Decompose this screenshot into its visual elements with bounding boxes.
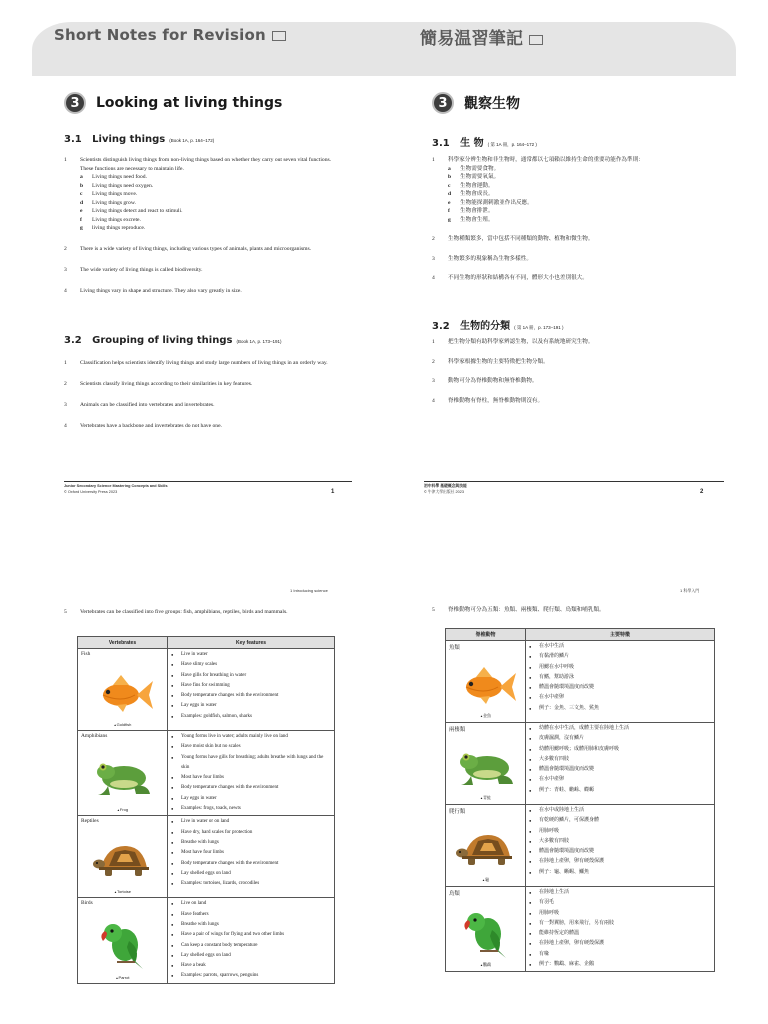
note-item	[432, 397, 722, 406]
feature-item: ● Young forms have gills for breathing; adults breathe with lungs and the skin	[171, 753, 331, 774]
page-number: 1	[331, 489, 335, 495]
sub-item	[448, 190, 722, 199]
features-list	[529, 888, 711, 970]
feature-item: ● 在陸地上生活	[529, 888, 711, 898]
sub-text: 生物會排泄。	[460, 208, 494, 214]
item-number: 1	[64, 157, 67, 163]
chapter-heading	[432, 92, 520, 114]
item-text: Living things vary in shape and structure. They also vary greatly in size.	[80, 288, 242, 294]
group-name: Birds	[81, 900, 93, 907]
item-number: 4	[432, 397, 435, 404]
sub-letter: f	[80, 216, 82, 223]
feature-item: ● Body temperature changes with the environment	[171, 859, 331, 869]
feature-item: ● 例子：青蛙、蟾蜍、蠑螈	[529, 786, 711, 796]
sub-letter: g	[448, 216, 451, 223]
group-name: Fish	[81, 651, 91, 657]
banner-title: Short Notes for Revision	[54, 26, 286, 44]
sub-text: 生物會成長。	[460, 191, 494, 197]
item-number: 2	[64, 381, 67, 387]
feature-item: ● 皮膚濕潤，沒有鱗片	[529, 734, 711, 744]
sub-item	[80, 216, 344, 225]
section-heading-3-1: 3.1 Living things (Book 1A, p. 164–172)	[64, 134, 215, 145]
note-item	[64, 156, 344, 233]
features-list	[171, 899, 331, 981]
feature-item: ● 例子：鸚鵡、麻雀、企鵝	[529, 960, 711, 970]
group-name: 魚類	[449, 645, 460, 651]
notes-list	[64, 156, 344, 308]
feature-item: ● Examples: tortoises, lizards, crocodiles	[171, 879, 331, 889]
sub-text: 生物需要食物。	[460, 165, 500, 172]
item-number: 1	[432, 339, 435, 345]
item-text: 科學家分辨生物和非生物時，通常都以七項賴以維持生命的重要功能作為準則：	[448, 157, 644, 163]
feature-item: ● Have slimy scales	[171, 660, 331, 670]
feature-item: ● Have gills for breathing in water	[171, 671, 331, 681]
feature-item: ● 有喙	[529, 950, 711, 960]
frog-image	[92, 756, 154, 798]
group-name: 鳥類	[449, 891, 460, 897]
feature-item: ● Have dry, hard scales for protection	[171, 828, 331, 838]
chapter-heading	[64, 92, 282, 114]
chapter-title: 觀察生物	[464, 96, 520, 112]
vertebrate-group-cell	[446, 805, 526, 887]
feature-item: ● 有黏滑的鱗片	[529, 652, 711, 662]
sub-letter: f	[448, 208, 450, 214]
feature-item: ● Have moist skin but no scales	[171, 742, 331, 752]
features-list	[529, 806, 711, 878]
item-text: 不同生物的形狀和結構各有不同，體形大小也差別很大。	[448, 275, 588, 281]
feature-item: ● 在水中產卵	[529, 775, 711, 785]
vertebrates-table	[445, 628, 715, 972]
sub-letter: a	[80, 174, 83, 180]
item-number: 3	[64, 402, 67, 408]
features-list	[529, 642, 711, 714]
note-item	[64, 266, 344, 275]
sub-text: 生物需要氧氣。	[460, 174, 500, 180]
group-name: 爬行類	[449, 809, 466, 815]
table-row	[446, 641, 715, 723]
feature-item: ● Most have four limbs	[171, 848, 331, 858]
note-item	[64, 422, 344, 431]
item-text: Classification helps scientists identify living things and study large numbers of living things in an orderly way.	[80, 360, 328, 366]
image-caption: ▲ Frog	[78, 807, 167, 812]
note-item-5: 5 Vertebrates can be classified into five groups: fish, amphibians, reptiles, birds and mammals.	[64, 609, 288, 615]
item-text: There is a wide variety of living things, including various types of animals, plants and microorganisms.	[80, 246, 312, 252]
group-name: Amphibians	[81, 733, 108, 739]
note-item	[432, 377, 722, 386]
feature-item: ● 用鰓在水中呼吸	[529, 663, 711, 673]
vertebrate-group-cell	[446, 887, 526, 972]
features-list	[171, 817, 331, 889]
vertebrate-group-cell	[78, 731, 168, 816]
table-row	[78, 649, 335, 731]
feature-item: ● 用肺呼吸	[529, 909, 711, 919]
col-header-key-features: 主要特徵	[526, 629, 715, 641]
item-text: Scientists distinguish living things from non-living things based on whether they carry out seven vital functions. These functions are necessary to maintain life.	[80, 157, 332, 172]
footer-rule	[64, 481, 352, 482]
feature-item: ● 在水中產卵	[529, 693, 711, 703]
feature-item: ● Breathe with lungs	[171, 920, 331, 930]
image-caption: ▲ Goldfish	[78, 722, 167, 727]
feature-item: ● Have a beak	[171, 961, 331, 971]
item-text: 生物種類繁多，當中包括不同種類的動物、植物和微生物。	[448, 236, 594, 242]
sub-text: Living things grow.	[92, 199, 136, 206]
table-row	[78, 898, 335, 983]
feature-item: ● Live on land	[171, 899, 331, 909]
item-text: Animals can be classified into vertebrates and invertebrates.	[80, 402, 215, 408]
sub-letter: e	[448, 199, 451, 206]
feature-item: ● 在陸地上產卵，卵有硬殼保護	[529, 857, 711, 867]
footer-rule	[424, 481, 724, 482]
col-header-vertebrates: 脊椎動物	[446, 629, 526, 641]
sub-text: 生物會生殖。	[460, 216, 494, 223]
footer: 初中科學 基礎概念與技能 © 牛津大學出版社 2023	[424, 484, 467, 494]
item-number: 3	[432, 255, 435, 262]
features-list	[171, 732, 331, 814]
vertebrate-group-cell	[78, 649, 168, 731]
image-caption: ▲ 鸚鵡	[446, 962, 525, 968]
note-item	[64, 401, 344, 410]
parrot-image	[458, 908, 514, 958]
item-text: 動物可分為脊椎動物和無脊椎動物。	[448, 378, 538, 384]
section-heading-3-2: 3.2 生物的分類 ( 第 1A 冊，p. 173–191 )	[432, 321, 564, 332]
feature-item: ● Lay eggs in water	[171, 794, 331, 804]
item-text: 脊椎動物有脊柱，無脊椎動物則沒有。	[448, 397, 544, 404]
key-features-cell	[526, 723, 715, 805]
key-features-cell	[168, 731, 335, 816]
sub-item	[448, 165, 722, 174]
sub-letter: d	[448, 191, 452, 197]
feature-item: ● 在水中或陸地上生活	[529, 806, 711, 816]
sub-text: Living things need food.	[92, 174, 147, 180]
feature-item: ● 大多數有四肢	[529, 755, 711, 765]
item-number: 2	[64, 246, 67, 252]
feature-item: ● 幼體用鰓呼吸；成體用肺和皮膚呼吸	[529, 745, 711, 755]
group-name: 兩棲類	[449, 727, 466, 733]
note-item	[432, 255, 722, 264]
table-row	[78, 816, 335, 898]
page-number: 2	[700, 489, 704, 495]
item-number: 3	[64, 267, 67, 273]
sub-letter: g	[80, 225, 83, 231]
item-number: 1	[432, 157, 435, 163]
item-text: 科學家根據生物的主要特徵把生物分類。	[448, 358, 549, 365]
feature-item: ● 幼體在水中生活，成體主要在陸地上生活	[529, 724, 711, 734]
page-2	[384, 0, 768, 512]
item-text: 把生物分類有助科學家辨認生物，以及有系統地研究生物。	[448, 339, 594, 345]
sub-text: Living things detect and react to stimuli.	[92, 208, 183, 214]
sub-letter: c	[80, 191, 83, 197]
tortoise-image	[454, 829, 518, 869]
footer: Junior Secondary Science Mastering Concepts and Skills © Oxford University Press 2023	[64, 484, 168, 494]
feature-item: ● Body temperature changes with the environment	[171, 691, 331, 701]
feature-item: ● Lay shelled eggs on land	[171, 951, 331, 961]
notes-list-2	[64, 359, 344, 443]
sub-text: 生物會運動。	[460, 182, 494, 189]
page-4	[384, 512, 768, 1024]
note-item	[64, 245, 344, 254]
feature-item: ● Body temperature changes with the environment	[171, 783, 331, 793]
sub-text: Living things excrete.	[92, 216, 141, 223]
sub-item	[448, 173, 722, 182]
sub-item	[80, 199, 344, 208]
vertebrate-group-cell	[446, 641, 526, 723]
feature-item: ● Most have four limbs	[171, 773, 331, 783]
feature-item: ● Live in water	[171, 650, 331, 660]
feature-item: ● Examples: parrots, sparrows, penguins	[171, 971, 331, 981]
sub-letter: b	[80, 182, 84, 189]
book-icon	[529, 34, 543, 45]
col-header-key-features: Key features	[168, 637, 335, 649]
item-number: 4	[432, 275, 435, 281]
feature-item: ● Have feathers	[171, 910, 331, 920]
item-text: The wide variety of living things is called biodiversity.	[80, 267, 203, 273]
item-number: 4	[64, 423, 67, 429]
sub-letter: b	[448, 174, 452, 180]
feature-item: ● Can keep a constant body temperature	[171, 941, 331, 951]
group-name: Reptiles	[81, 818, 99, 825]
tortoise-image	[91, 840, 155, 880]
feature-item: ● 有乾硬的鱗片，可保護身體	[529, 816, 711, 826]
sub-text: 生物能探測刺激並作出反應。	[460, 199, 533, 206]
feature-item: ● Live in water or on land	[171, 817, 331, 827]
feature-item: ● Breathe with lungs	[171, 838, 331, 848]
sub-item	[80, 182, 344, 191]
feature-item: ● Lay shelled eggs on land	[171, 869, 331, 879]
image-caption: ▲ Parrot	[78, 975, 167, 980]
feature-item: ● 有一對翼膀，用來飛行，另有兩肢	[529, 919, 711, 929]
section-heading-3-2: 3.2 Grouping of living things (Book 1A, p. 173–191)	[64, 335, 282, 346]
note-item	[432, 156, 722, 224]
table-row	[446, 723, 715, 805]
notes-list	[432, 156, 722, 294]
key-features-cell	[526, 887, 715, 972]
feature-item: ● 例子：龜、蜥蜴、鱷魚	[529, 868, 711, 878]
feature-item: ● 在水中生活	[529, 642, 711, 652]
sub-text: Living things need oxygen.	[92, 182, 154, 189]
sub-item	[448, 216, 722, 225]
sub-item	[448, 182, 722, 191]
sub-text: living things reproduce.	[92, 225, 146, 231]
feature-item: ● Lay eggs in water	[171, 701, 331, 711]
feature-item: ● Examples: goldfish, salmon, sharks	[171, 712, 331, 722]
feature-item: ● 例子：金魚、三文魚、鯊魚	[529, 704, 711, 714]
item-text: Scientists classify living things according to their similarities in key features.	[80, 381, 253, 387]
page-1	[0, 0, 384, 512]
goldfish-image	[454, 665, 518, 705]
table-row	[446, 805, 715, 887]
key-features-cell	[526, 641, 715, 723]
image-caption: ▲ 龜	[446, 877, 525, 883]
item-text: Vertebrates have a backbone and invertebrates do not have one.	[80, 423, 222, 429]
item-number: 1	[64, 360, 67, 366]
note-item-5: 5 脊椎動物可分為五類：魚類、兩棲類、爬行類、鳥類和哺乳類。	[432, 607, 605, 613]
sub-item	[80, 207, 344, 216]
feature-item: ● Examples: frogs, toads, newts	[171, 804, 331, 814]
sub-letter: d	[80, 199, 84, 206]
vertebrates-table	[77, 636, 335, 984]
page-3	[0, 512, 384, 1024]
book-icon	[272, 30, 286, 41]
sub-item	[448, 207, 722, 216]
table-row	[446, 887, 715, 972]
vertebrate-group-cell	[446, 723, 526, 805]
feature-item: ● 有羽毛	[529, 898, 711, 908]
feature-item: ● 用肺呼吸	[529, 827, 711, 837]
feature-item: ● 在陸地上產卵，卵有硬殼保護	[529, 939, 711, 949]
item-number: 3	[432, 378, 435, 384]
sub-item	[448, 199, 722, 208]
feature-item: ● Young forms live in water; adults mainly live on land	[171, 732, 331, 742]
running-header: 1 Introducing science	[290, 588, 328, 593]
note-item	[64, 359, 344, 368]
section-heading-3-1: 3.1 生 物 ( 第 1A 冊，p. 164–172 )	[432, 138, 537, 149]
note-item	[432, 358, 722, 367]
note-item	[64, 380, 344, 389]
table-row	[78, 731, 335, 816]
item-number: 4	[64, 288, 67, 294]
features-list	[171, 650, 331, 722]
feature-item: ● 體溫會隨環境溫度而改變	[529, 765, 711, 775]
item-text: 生物繁多的現象稱為生物多樣性。	[448, 255, 532, 262]
key-features-cell	[168, 649, 335, 731]
col-header-vertebrates: Vertebrates	[78, 637, 168, 649]
sub-item	[80, 190, 344, 199]
sub-letter: c	[448, 182, 451, 189]
image-caption: ▲ Tortoise	[78, 889, 167, 894]
key-features-cell	[168, 816, 335, 898]
feature-item: ● 體溫會隨環境溫度而改變	[529, 683, 711, 693]
sub-list	[448, 165, 722, 225]
image-caption: ▲ 金魚	[446, 713, 525, 719]
feature-item: ● Have a pair of wings for flying and two other limbs	[171, 930, 331, 940]
frog-image	[455, 746, 517, 788]
sub-item	[80, 224, 344, 233]
parrot-image	[95, 919, 151, 969]
note-item	[64, 287, 344, 296]
note-item	[432, 338, 722, 347]
sub-text: Living things move.	[92, 191, 138, 197]
feature-item: ● 大多數有四肢	[529, 837, 711, 847]
running-header: 1 科學入門	[680, 588, 700, 593]
feature-item: ● 能維持恆定的體溫	[529, 929, 711, 939]
feature-item: ● 有鰭，幫助游泳	[529, 673, 711, 683]
vertebrate-group-cell	[78, 898, 168, 983]
feature-item: ● Have fins for swimming	[171, 681, 331, 691]
sub-letter: e	[80, 208, 83, 214]
key-features-cell	[168, 898, 335, 983]
features-list	[529, 724, 711, 796]
chapter-number: 3	[432, 92, 454, 114]
vertebrate-group-cell	[78, 816, 168, 898]
notes-list-2	[432, 338, 722, 416]
goldfish-image	[91, 673, 155, 713]
image-caption: ▲ 青蛙	[446, 795, 525, 801]
key-features-cell	[526, 805, 715, 887]
sub-list	[80, 173, 344, 233]
item-number: 2	[432, 358, 435, 365]
feature-item: ● 體溫會隨環境溫度而改變	[529, 847, 711, 857]
chapter-number: 3	[64, 92, 86, 114]
sub-letter: a	[448, 165, 451, 172]
sub-item	[80, 173, 344, 182]
chapter-title: Looking at living things	[96, 95, 283, 111]
banner-title: 簡易温習筆記	[420, 24, 543, 49]
note-item	[432, 235, 722, 244]
note-item	[432, 274, 722, 283]
item-number: 2	[432, 236, 435, 242]
